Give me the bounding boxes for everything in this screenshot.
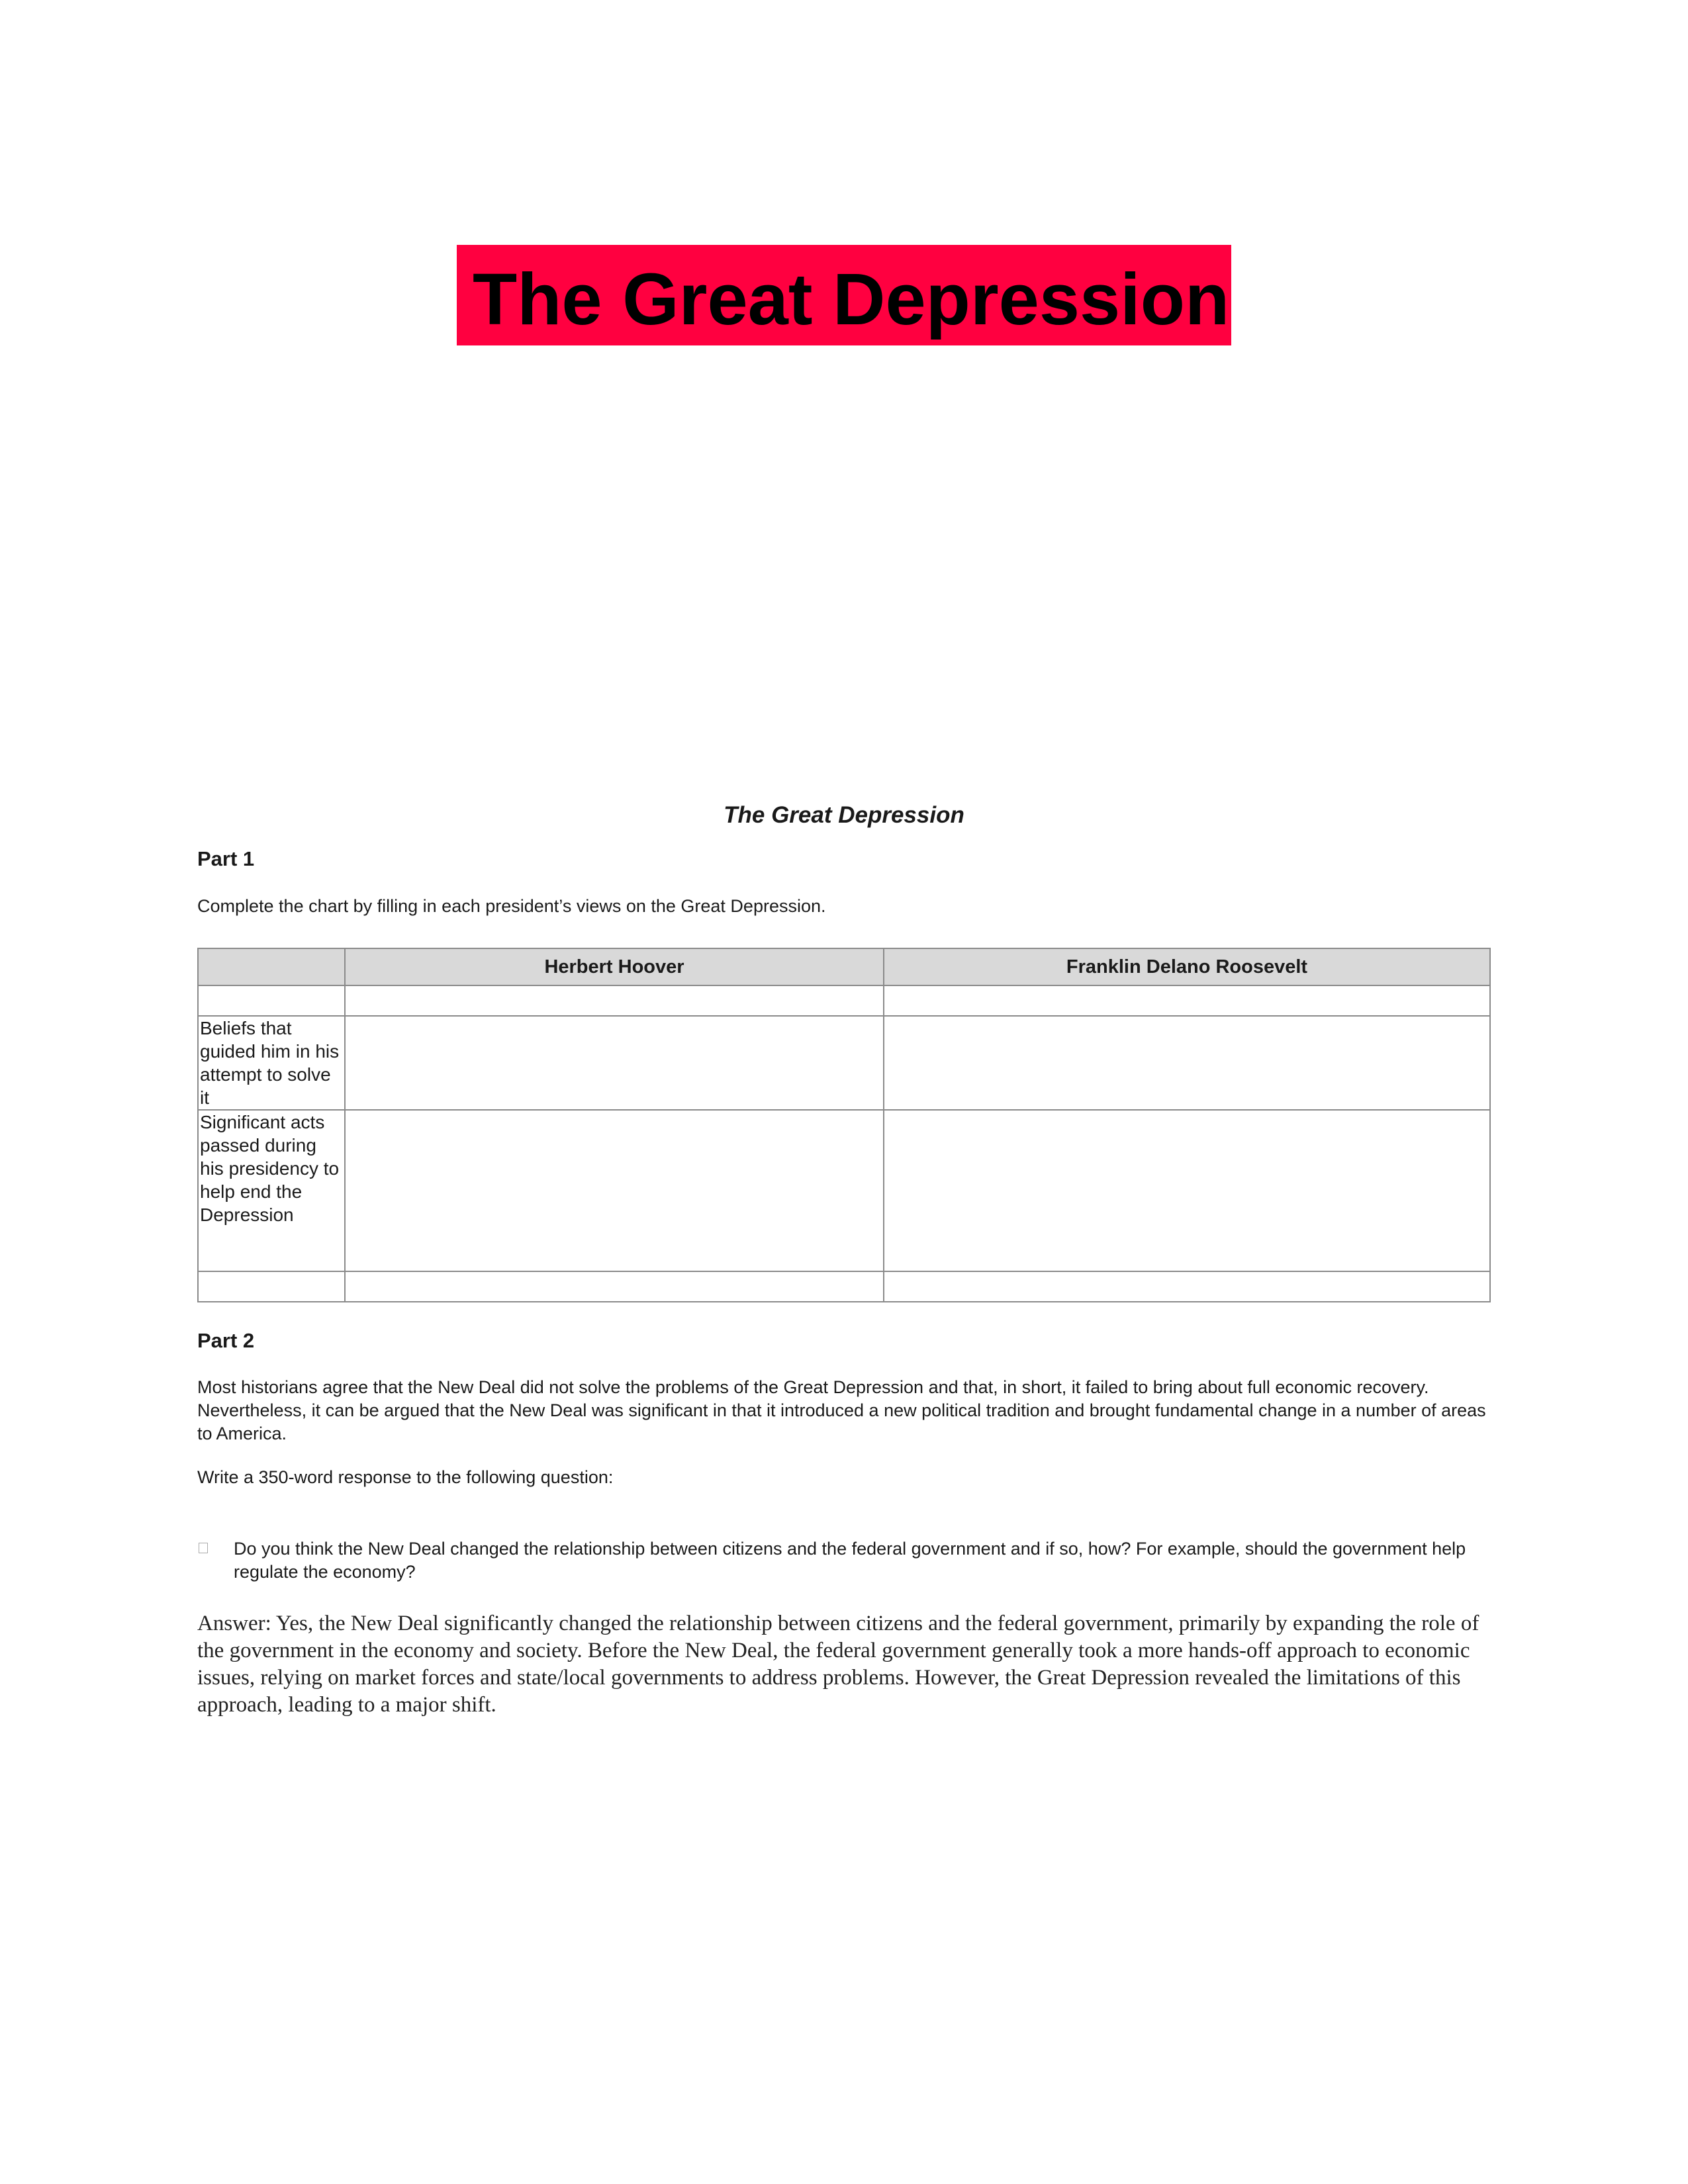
presidents-chart <box>197 948 1491 1302</box>
title-banner <box>457 245 1231 345</box>
document-title: The Great Depression <box>724 802 964 828</box>
part2-intro: Most historians agree that the New Deal did not solve the problems of the Great Depression and that, in short, it failed to bring about full economic recovery. Nevertheless, it can be argued that the New Deal was significant in that it introduced a new political tradition and brought fundamental change in a number of areas to America. <box>197 1377 1486 1443</box>
chart-header-row <box>198 948 1490 985</box>
part1-heading: Part 1 <box>197 847 255 870</box>
table-row <box>198 985 1490 1016</box>
roosevelt-acts-cell[interactable] <box>884 1110 1490 1271</box>
chart-header-hoover: Herbert Hoover <box>345 948 884 985</box>
banner-title: The Great Depression <box>473 259 1230 340</box>
chart-header-roosevelt: Franklin Delano Roosevelt <box>884 948 1490 985</box>
row-label <box>198 985 345 1016</box>
roosevelt-cell[interactable] <box>884 1271 1490 1302</box>
hoover-cell[interactable] <box>345 985 884 1016</box>
answer-text: Answer: Yes, the New Deal significantly changed the relationship between citizens and the federal government, primarily by expanding the role of the government in the economy and society. Before the New Deal, the federal government generally took a more hands-off approach to economic issues, relying on market forces and state/local governments to address problems. However, the Great Depression revealed the limitations of this approach, leading to a major shift. <box>197 1612 1479 1717</box>
table-row <box>198 1016 1490 1110</box>
chart-header-blank <box>198 948 345 985</box>
row-label <box>198 1271 345 1302</box>
row-label-acts: Significant acts passed during his presidency to help end the Depression <box>198 1110 345 1271</box>
part2-heading: Part 2 <box>197 1329 255 1352</box>
hoover-acts-cell[interactable] <box>345 1110 884 1271</box>
part1-instruction: Complete the chart by filling in each president’s views on the Great Depression. <box>197 896 826 916</box>
roosevelt-cell[interactable] <box>884 985 1490 1016</box>
checkbox-bullet-icon <box>199 1543 208 1553</box>
table-row <box>198 1271 1490 1302</box>
roosevelt-beliefs-cell[interactable] <box>884 1016 1490 1110</box>
part2-prompt: Write a 350-word response to the following question: <box>197 1467 614 1487</box>
hoover-beliefs-cell[interactable] <box>345 1016 884 1110</box>
hoover-cell[interactable] <box>345 1271 884 1302</box>
row-label-beliefs: Beliefs that guided him in his attempt to solve it <box>198 1016 345 1110</box>
table-row <box>198 1110 1490 1271</box>
question-text: Do you think the New Deal changed the relationship between citizens and the federal government and if so, how? For example, should the government help regulate the economy? <box>234 1539 1466 1582</box>
